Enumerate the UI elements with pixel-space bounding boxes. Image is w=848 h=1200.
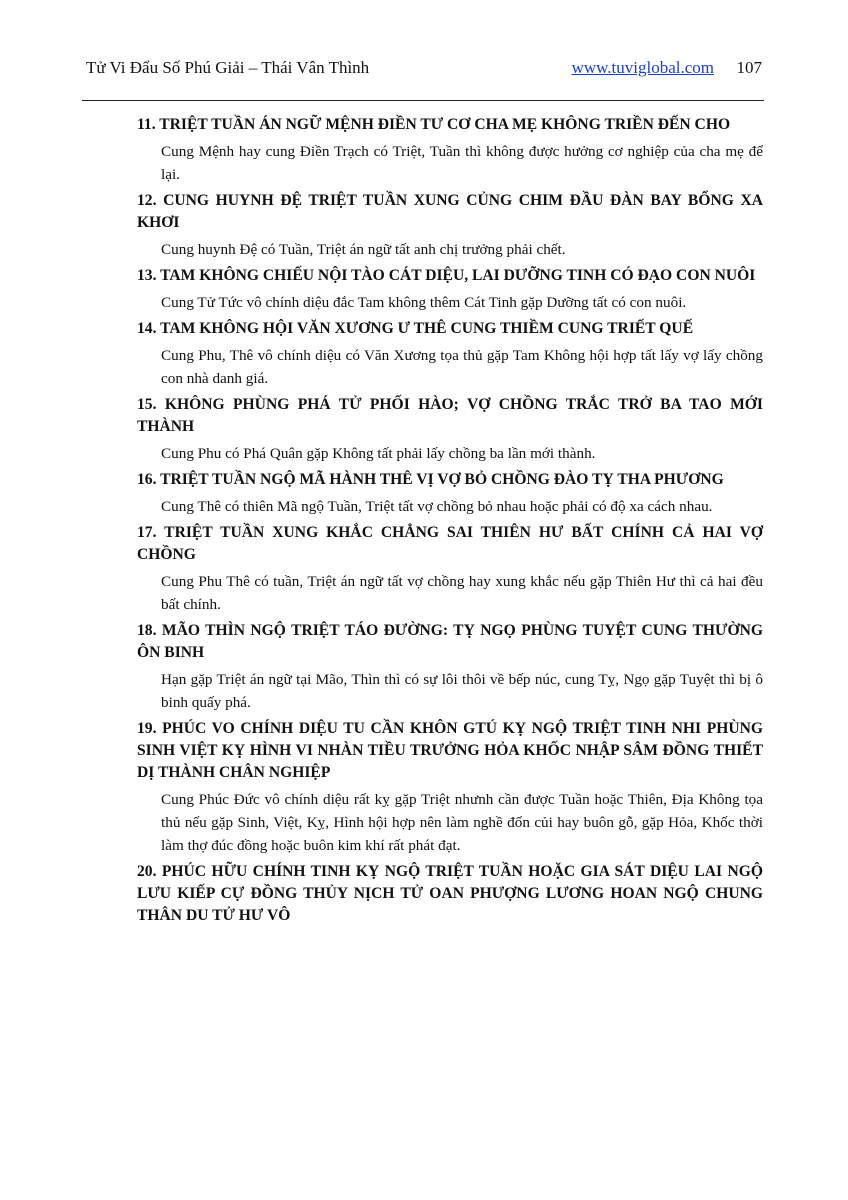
page-number: 107 [736, 58, 762, 77]
entry-heading: 15. KHÔNG PHÙNG PHÁ TỬ PHỐI HÀO; VỢ CHỒNG TRẮC TRỞ BA TAO MỚI THÀNH [137, 396, 763, 435]
page-header [86, 58, 762, 88]
entry-15 [137, 394, 763, 465]
entry-heading: 18. MÃO THÌN NGỘ TRIỆT TÁO ĐƯỜNG: TỴ NGỌ PHÙNG TUYỆT CUNG THƯỜNG ÔN BINH [137, 622, 763, 661]
website-link[interactable]: www.tuviglobal.com [571, 58, 714, 77]
entry-12 [137, 190, 763, 261]
entry-16 [137, 469, 763, 518]
entry-heading: 20. PHÚC HỮU CHÍNH TINH KỴ NGỘ TRIỆT TUẦN HOẶC GIA SÁT DIỆU LAI NGỘ LƯU KIẾP CỰ ĐỒNG THỦY NỊCH TỬ OAN PHƯỢNG LƯƠNG HOAN NGỘ CHUNG THÂN DU TỬ HƯ VÔ [137, 863, 763, 924]
entry-heading: 13. TAM KHÔNG CHIẾU NỘI TÀO CÁT DIỆU, LAI DƯỠNG TINH CÓ ĐẠO CON NUÔI [137, 267, 756, 284]
header-rule [82, 100, 764, 101]
entry-heading: 12. CUNG HUYNH ĐỆ TRIỆT TUẦN XUNG CỦNG CHIM ĐẦU ĐÀN BAY BỔNG XA KHƠI [137, 192, 763, 231]
entry-13 [137, 265, 763, 314]
entry-20 [137, 861, 763, 927]
entry-body: Hạn gặp Triệt án ngữ tại Mão, Thìn thì có sự lôi thôi về bếp núc, cung Tỵ, Ngọ gặp Tuyệt thì bị ô binh quấy phá. [161, 671, 763, 711]
entry-body: Cung Mệnh hay cung Điền Trạch có Triệt, Tuần thì không được hưởng cơ nghiệp của cha mẹ để lại. [161, 143, 763, 183]
entry-body: Cung Phu Thê có tuần, Triệt án ngữ tất vợ chồng hay xung khắc nếu gặp Thiên Hư thì cả hai đều bất chính. [161, 573, 763, 613]
entry-heading: 19. PHÚC VO CHÍNH DIỆU TU CẦN KHÔN GTÚ KỴ NGỘ TRIỆT TINH NHI PHÙNG SINH VIỆT KỴ HÌNH VI NHÀN TIỀU TRƯỞNG HỎA KHỐC NHẬP SÂM ĐỒNG THIẾT DỊ THÀNH CHÂN NGHIỆP [137, 720, 763, 781]
book-title: Tử Vi Đẩu Số Phú Giải – Thái Vân Thình [86, 58, 370, 77]
entry-14 [137, 318, 763, 390]
entry-heading: 11. TRIỆT TUẦN ÁN NGỮ MỆNH ĐIỀN TƯ CƠ CHA MẸ KHÔNG TRIỀN ĐẾN CHO [137, 116, 731, 133]
entry-17 [137, 522, 763, 616]
entry-body: Cung Phúc Đức vô chính diệu rất kỵ gặp Triệt nhưnh cần được Tuần hoặc Thiên, Địa Không tọa thủ nếu gặp Sinh, Việt, Kỵ, Hình hội hợp nên làm nghề đốn củi hay buôn gỗ, gặp Hỏa, Khốc thời làm thợ đúc đồng hoặc buôn kim khí rất phát đạt. [161, 791, 763, 854]
entry-body: Cung Phu có Phá Quân gặp Không tất phải lấy chồng ba lần mới thành. [161, 445, 596, 462]
entry-heading: 16. TRIỆT TUẦN NGỘ MÃ HÀNH THÊ VỊ VỢ BỎ CHỒNG ĐÀO TỴ THA PHƯƠNG [137, 471, 724, 488]
entry-11 [137, 114, 763, 186]
entry-body: Cung Thê có thiên Mã ngộ Tuần, Triệt tất vợ chồng bỏ nhau hoặc phải có độ xa cách nhau. [161, 498, 713, 515]
entry-19 [137, 718, 763, 857]
entry-body: Cung Phu, Thê vô chính diệu có Văn Xương tọa thủ gặp Tam Không hội hợp tất lấy vợ lấy chồng con nhà danh giá. [161, 347, 763, 387]
entry-heading: 17. TRIỆT TUẦN XUNG KHẮC CHẲNG SAI THIÊN HƯ BẤT CHÍNH CẢ HAI VỢ CHỒNG [137, 524, 763, 563]
page-content [137, 114, 763, 931]
entry-body: Cung Tử Tức vô chính diệu đắc Tam không thêm Cát Tinh gặp Dưỡng tất có con nuôi. [161, 294, 687, 311]
entry-heading: 14. TAM KHÔNG HỘI VĂN XƯƠNG Ư THÊ CUNG THIỀM CUNG TRIẾT QUẾ [137, 320, 694, 337]
entry-body: Cung huynh Đệ có Tuần, Triệt án ngữ tất anh chị trưởng phải chết. [161, 241, 566, 258]
entry-18 [137, 620, 763, 714]
